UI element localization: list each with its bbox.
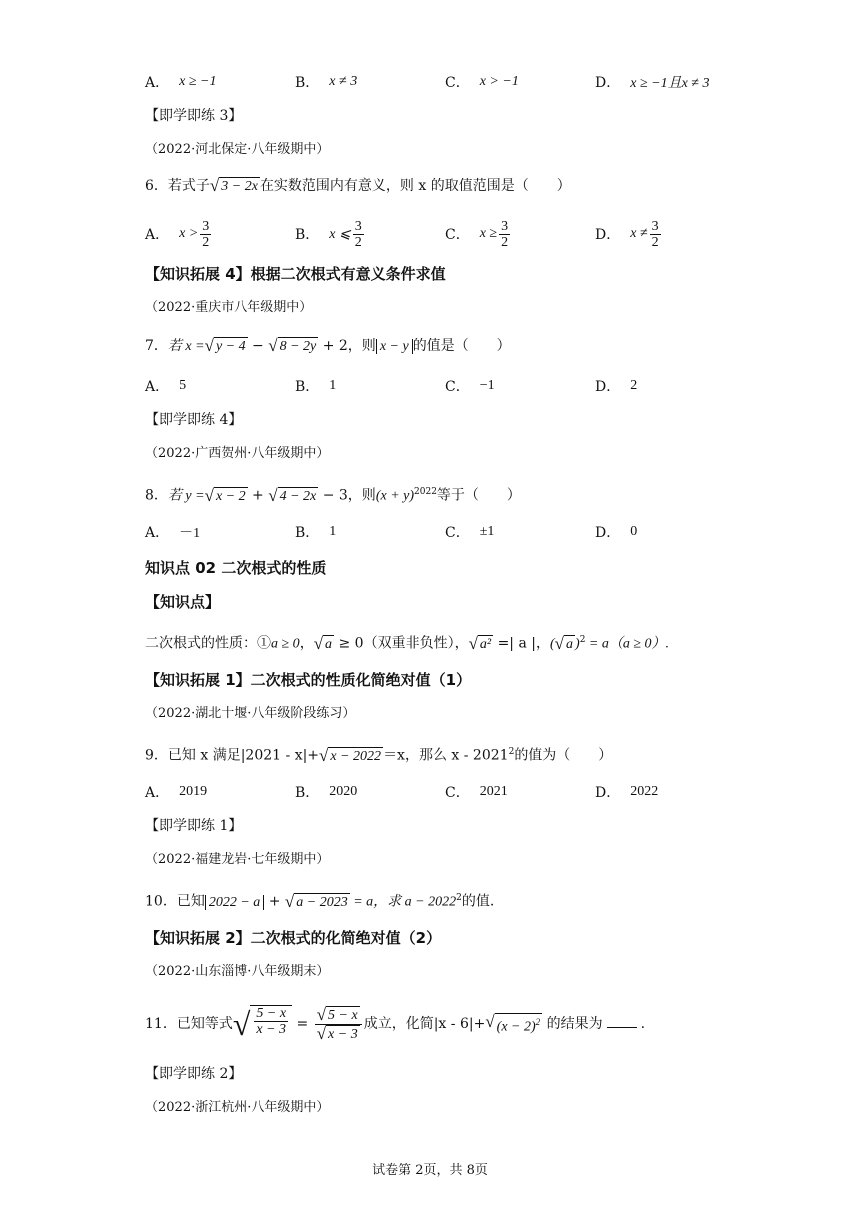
q5-option-d[interactable]: D． x ≥ −1且x ≠ 3 <box>595 75 710 91</box>
q11-source: （2022·山东淄博·八年级期末） <box>145 964 330 979</box>
q6-option-c[interactable]: C． x ≥ $\frac{3}{2}$ <box>445 218 509 250</box>
q11-fraction-radicals: √ 5 − x √ x − 3 <box>315 1006 362 1043</box>
q5-options <box>145 64 765 100</box>
practice-2-heading: 【即学即练 2】 <box>145 1066 243 1082</box>
q11-answer-blank[interactable] <box>607 1015 637 1028</box>
q5-option-c[interactable]: C． x > −1 <box>445 74 519 91</box>
q7-absolute: x − y <box>376 339 413 354</box>
question-8: 8．若 y = √ x − 2 + √ 4 − 2x − 3，则$(x + y)^{2022}$等于（ ） <box>145 485 521 505</box>
q6-option-b[interactable]: B． x ⩽ $\frac{3}{2}$ <box>295 218 362 250</box>
q9-option-a[interactable]: A． 2019 <box>145 784 208 801</box>
q12-source: （2022·浙江杭州·八年级期中） <box>145 1100 330 1115</box>
q7-source: （2022·重庆市八年级期中） <box>145 300 313 315</box>
knowledge-ext-1-heading: 【知识拓展 1】二次根式的性质化简绝对值（1） <box>145 671 472 689</box>
q8-option-b[interactable]: B． 1 <box>295 524 337 541</box>
practice-1-heading: 【即学即练 1】 <box>145 818 243 834</box>
q10-radical: √ a − 2023 <box>284 891 348 911</box>
q7-option-c[interactable]: C． −1 <box>445 378 495 395</box>
q6-option-a[interactable]: A． x > $\frac{3}{2}$ <box>145 218 210 250</box>
q11-radical-fraction: √ $\frac{5 - x}{x - 3}$ <box>233 1005 292 1043</box>
q7-option-d[interactable]: D． 2 <box>595 378 638 395</box>
knowledge-point-02-heading: 知识点 02 二次根式的性质 <box>145 559 327 577</box>
q7-option-a[interactable]: A． 5 <box>145 378 187 395</box>
q9-option-c[interactable]: C． 2021 <box>445 784 508 801</box>
q7-radical-1: √ y − 4 <box>204 336 246 355</box>
q6-option-d[interactable]: D． x ≠ $\frac{3}{2}$ <box>595 218 659 250</box>
q8-option-c[interactable]: C． ±1 <box>445 524 495 541</box>
q5-option-b[interactable]: B． x ≠ 3 <box>295 74 358 91</box>
q10-absolute: 2022 − a <box>205 895 264 910</box>
sqrt-properties: 二次根式的性质：①a ≥ 0， √ a ≥ 0（双重非负性）， √ a² =| a |，( √ a )$^2$ = a（a ≥ 0）. <box>145 633 670 653</box>
q6-options <box>145 216 765 252</box>
q8-source: （2022·广西贺州·八年级期中） <box>145 446 330 461</box>
knowledge-point-tag: 【知识点】 <box>145 593 221 611</box>
q11-radical: √ $(x - 2)^2$ <box>485 1011 541 1035</box>
q7-options <box>145 368 765 404</box>
q8-option-a[interactable]: A． －1 <box>145 525 201 541</box>
question-7: 7．若 x = √ y − 4 − √ 8 − 2y + 2，则 x − y 的值是（ ） <box>145 336 511 355</box>
question-10: 10．已知 2022 − a + √ a − 2023 = a，求 $a - 2022^2$的值. <box>145 891 495 911</box>
q7-option-b[interactable]: B． 1 <box>295 378 337 395</box>
q6-source: （2022·河北保定·八年级期中） <box>145 142 330 157</box>
q9-radical: √ x − 2022 <box>319 745 382 765</box>
practice-4-heading: 【即学即练 4】 <box>145 412 243 428</box>
q9-source: （2022·湖北十堰·八年级阶段练习） <box>145 706 356 721</box>
q9-options <box>145 774 765 810</box>
question-9: 9．已知 x 满足|2021 - x|+ √ x − 2022 ＝x，那么 x - 2021$^2$的值为（ ） <box>145 745 613 765</box>
question-11: 11．已知等式 √ $\frac{5 - x}{x - 3}$ = √ 5 − x √ x − 3 成立，化简|x - 6|+ √ $(x - 2)^2$ 的结果为 . <box>145 1004 646 1043</box>
q5-option-a[interactable]: A． x ≥ −1 <box>145 74 217 91</box>
q10-source: （2022·福建龙岩·七年级期中） <box>145 852 330 867</box>
practice-3-heading: 【即学即练 3】 <box>145 108 243 124</box>
question-6: 6．若式子 √ 3 − 2x 在实数范围内有意义，则 x 的取值范围是（ ） <box>145 176 571 195</box>
q7-radical-2: √ 8 − 2y <box>268 336 317 355</box>
q8-radical-2: √ 4 − 2x <box>268 485 317 505</box>
q9-option-d[interactable]: D． 2022 <box>595 784 659 801</box>
q8-option-d[interactable]: D． 0 <box>595 524 638 541</box>
q9-option-b[interactable]: B． 2020 <box>295 784 358 801</box>
knowledge-ext-2-heading: 【知识拓展 2】二次根式的化简绝对值（2） <box>145 929 442 947</box>
page-footer: 试卷第 2页，共 8页 <box>372 1163 488 1178</box>
q8-radical-1: √ x − 2 <box>204 485 246 505</box>
q8-options <box>145 514 765 550</box>
knowledge-ext-4-heading: 【知识拓展 4】根据二次根式有意义条件求值 <box>145 265 446 283</box>
q6-radical: √ 3 − 2x <box>209 176 258 195</box>
